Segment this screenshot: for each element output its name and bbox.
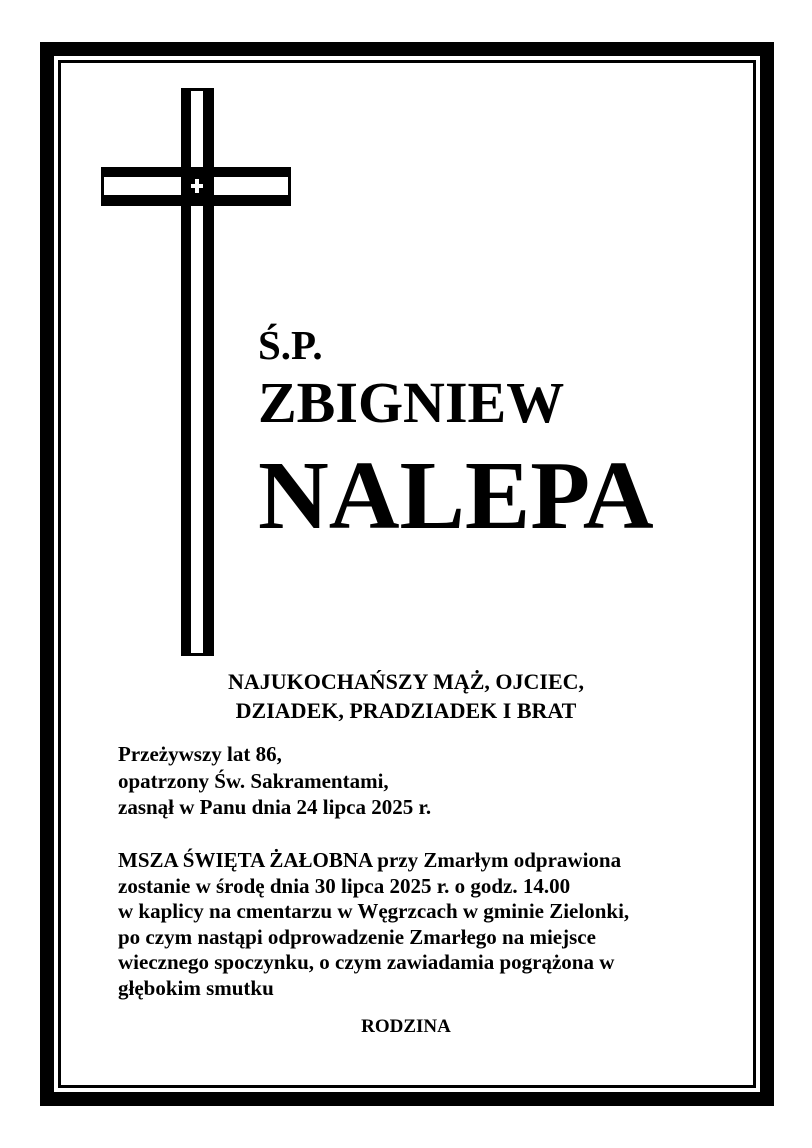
deceased-prefix: Ś.P. [258, 322, 323, 368]
mass-line: głębokim smutku [118, 975, 274, 1000]
mass-line: zostanie w środę dnia 30 lipca 2025 r. o godz. 14.00 [118, 873, 571, 898]
mass-line [118, 848, 629, 874]
mass-line: po czym nastąpi odprowadzenie Zmarłego na miejsce [118, 924, 596, 949]
deceased-last-name: NALEPA [258, 442, 654, 550]
mass-line-text: przy Zmarłym odprawiona [372, 848, 622, 872]
mass-line: w kaplicy na cmentarzu w Węgrzcach w gminie Zielonki, [118, 899, 630, 923]
deceased-first-name: ZBIGNIEW [258, 370, 565, 435]
mass-line: wiecznego spoczynku, o czym zawiadamia pogrążona w [118, 950, 615, 974]
signature: RODZINA [361, 1016, 451, 1037]
relation-block [0, 667, 812, 725]
mass-title: MSZA ŚWIĘTA ŻAŁOBNA [118, 848, 373, 872]
relation-line: NAJUKOCHAŃSZY MĄŻ, OJCIEC, [227, 669, 585, 694]
bio-block [118, 741, 431, 821]
bio-line: Przeżywszy lat 86, [118, 742, 282, 766]
mass-announcement [118, 848, 629, 1001]
bio-line: zasnął w Panu dnia 24 lipca 2025 r. [118, 795, 432, 819]
relation-line: DZIADEK, PRADZIADEK I BRAT [235, 698, 577, 723]
bio-line: opatrzony Św. Sakramentami, [118, 768, 389, 793]
